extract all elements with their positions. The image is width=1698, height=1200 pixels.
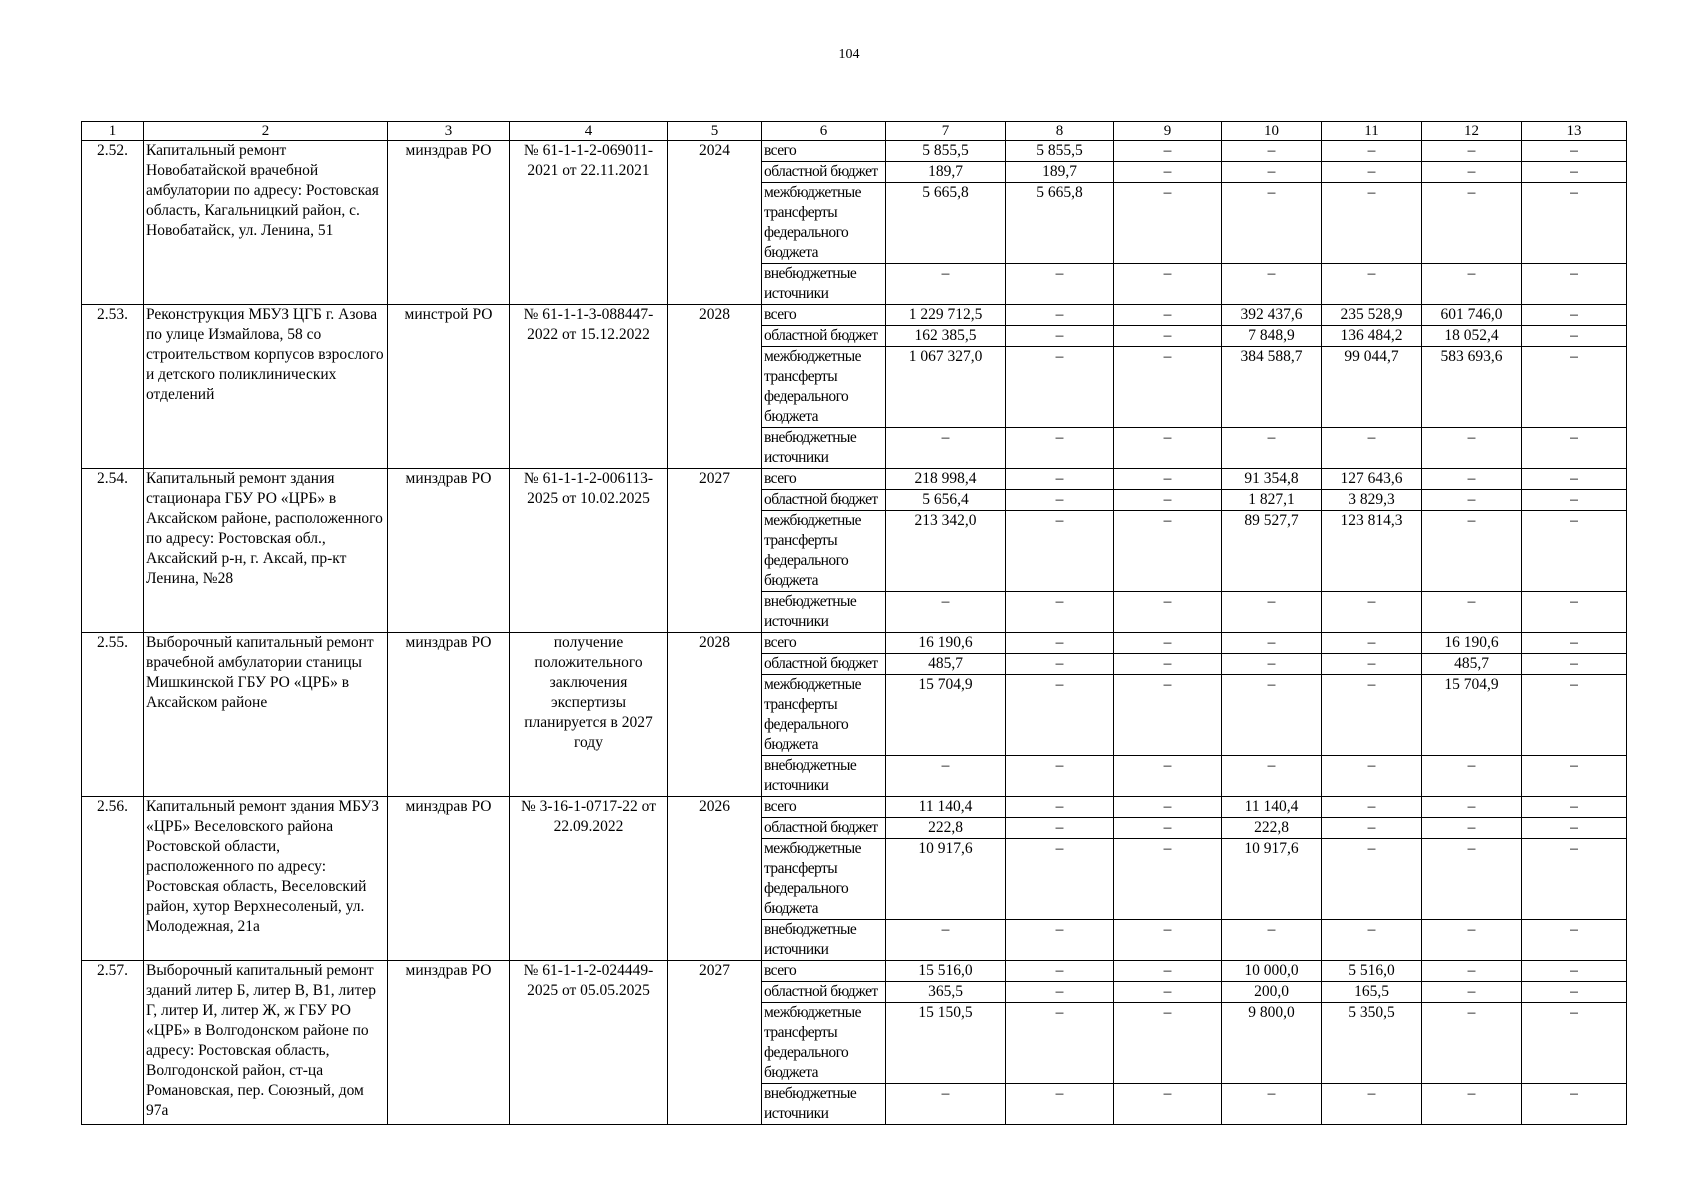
value-cell: 5 855,5 — [1006, 141, 1114, 162]
value-cell: – — [1114, 162, 1222, 183]
value-cell: – — [1522, 490, 1627, 511]
header-cell: 9 — [1114, 122, 1222, 141]
value-cell: 189,7 — [1006, 162, 1114, 183]
value-cell: – — [1006, 633, 1114, 654]
value-cell: – — [1522, 675, 1627, 756]
value-cell: 5 665,8 — [886, 183, 1006, 264]
value-cell: – — [1322, 592, 1422, 633]
value-cell: – — [1422, 264, 1522, 305]
value-cell: – — [1006, 920, 1114, 961]
value-cell: – — [1222, 654, 1322, 675]
value-cell: – — [1522, 920, 1627, 961]
value-cell: – — [1114, 654, 1222, 675]
item-document: № 61-1-1-2-006113-2025 от 10.02.2025 — [510, 469, 668, 633]
value-cell: – — [1114, 490, 1222, 511]
item-document: № 3-16-1-0717-22 от 22.09.2022 — [510, 797, 668, 961]
value-cell: 10 917,6 — [886, 839, 1006, 920]
table-row — [82, 797, 1627, 818]
value-cell: 162 385,5 — [886, 326, 1006, 347]
value-cell: – — [1222, 141, 1322, 162]
value-cell: – — [1114, 818, 1222, 839]
value-cell: – — [886, 592, 1006, 633]
value-cell: 9 800,0 — [1222, 1003, 1322, 1084]
value-cell: – — [1114, 1003, 1222, 1084]
value-cell: 213 342,0 — [886, 511, 1006, 592]
funding-category: областной бюджет — [762, 162, 886, 183]
value-cell: – — [1422, 183, 1522, 264]
value-cell: – — [1322, 633, 1422, 654]
value-cell: 136 484,2 — [1322, 326, 1422, 347]
funding-category: внебюджетные источники — [762, 264, 886, 305]
item-document: № 61-1-1-2-024449-2025 от 05.05.2025 — [510, 961, 668, 1125]
value-cell: 5 350,5 — [1322, 1003, 1422, 1084]
funding-category: областной бюджет — [762, 818, 886, 839]
item-number: 2.54. — [82, 469, 144, 633]
value-cell: – — [1322, 920, 1422, 961]
value-cell: – — [1422, 469, 1522, 490]
value-cell: – — [1522, 162, 1627, 183]
item-name: Выборочный капитальный ремонт зданий литер Б, литер В, В1, литер Г, литер И, литер Ж, ж ГБУ РО «ЦРБ» в Волгодонском районе по адресу: Ростовская область, Волгодонской район, ст-ца Романовская, пер. Союзный, дом 97а — [144, 961, 388, 1125]
value-cell: – — [1522, 305, 1627, 326]
item-executor: минздрав РО — [388, 633, 510, 797]
value-cell: – — [1006, 469, 1114, 490]
item-name: Капитальный ремонт здания стационара ГБУ РО «ЦРБ» в Аксайском районе, расположенного по адресу: Ростовская обл., Аксайский р-н, г. Аксай, пр-кт Ленина, №28 — [144, 469, 388, 633]
item-executor: минздрав РО — [388, 469, 510, 633]
value-cell: – — [1422, 428, 1522, 469]
funding-category: всего — [762, 797, 886, 818]
value-cell: 165,5 — [1322, 982, 1422, 1003]
item-year: 2024 — [668, 141, 762, 305]
value-cell: – — [886, 756, 1006, 797]
value-cell: – — [1322, 756, 1422, 797]
funding-category: межбюджетные трансферты федерального бюджета — [762, 675, 886, 756]
value-cell: – — [1522, 183, 1627, 264]
value-cell: – — [1114, 797, 1222, 818]
value-cell: – — [1006, 490, 1114, 511]
header-cell: 3 — [388, 122, 510, 141]
value-cell: 235 528,9 — [1322, 305, 1422, 326]
table-row — [82, 633, 1627, 654]
item-number: 2.57. — [82, 961, 144, 1125]
value-cell: 15 150,5 — [886, 1003, 1006, 1084]
funding-category: областной бюджет — [762, 490, 886, 511]
value-cell: – — [1522, 982, 1627, 1003]
value-cell: – — [1114, 428, 1222, 469]
item-number: 2.55. — [82, 633, 144, 797]
value-cell: 11 140,4 — [1222, 797, 1322, 818]
value-cell: 392 437,6 — [1222, 305, 1322, 326]
value-cell: – — [1322, 797, 1422, 818]
funding-category: всего — [762, 469, 886, 490]
value-cell: – — [1114, 511, 1222, 592]
value-cell: – — [1322, 183, 1422, 264]
item-name: Капитальный ремонт Новобатайской врачебной амбулатории по адресу: Ростовская область, Кагальницкий район, с. Новобатайск, ул. Ленина, 51 — [144, 141, 388, 305]
item-year: 2027 — [668, 961, 762, 1125]
value-cell: – — [1222, 633, 1322, 654]
funding-category: областной бюджет — [762, 982, 886, 1003]
value-cell: – — [1522, 818, 1627, 839]
value-cell: 222,8 — [886, 818, 1006, 839]
value-cell: 5 656,4 — [886, 490, 1006, 511]
item-year: 2028 — [668, 633, 762, 797]
value-cell: – — [1006, 326, 1114, 347]
value-cell: – — [1522, 1003, 1627, 1084]
value-cell: – — [1006, 592, 1114, 633]
funding-category: областной бюджет — [762, 326, 886, 347]
budget-table — [81, 121, 1627, 1125]
value-cell: – — [1114, 633, 1222, 654]
value-cell: 200,0 — [1222, 982, 1322, 1003]
table-row — [82, 305, 1627, 326]
funding-category: внебюджетные источники — [762, 920, 886, 961]
item-document: получение положительного заключения экспертизы планируется в 2027 году — [510, 633, 668, 797]
funding-category: межбюджетные трансферты федерального бюджета — [762, 839, 886, 920]
value-cell: – — [1522, 469, 1627, 490]
value-cell: – — [1006, 305, 1114, 326]
value-cell: – — [1522, 347, 1627, 428]
header-row — [82, 122, 1627, 141]
item-name: Выборочный капитальный ремонт врачебной амбулатории станицы Мишкинской ГБУ РО «ЦРБ» в Аксайском районе — [144, 633, 388, 797]
value-cell: – — [1006, 1084, 1114, 1125]
value-cell: – — [1114, 264, 1222, 305]
value-cell: – — [1322, 1084, 1422, 1125]
value-cell: – — [1006, 818, 1114, 839]
value-cell: – — [1222, 183, 1322, 264]
value-cell: – — [1006, 961, 1114, 982]
value-cell: – — [1222, 428, 1322, 469]
header-cell: 2 — [144, 122, 388, 141]
value-cell: – — [1322, 428, 1422, 469]
value-cell: – — [1114, 961, 1222, 982]
value-cell: – — [1114, 141, 1222, 162]
value-cell: – — [1222, 162, 1322, 183]
value-cell: 485,7 — [1422, 654, 1522, 675]
header-cell: 6 — [762, 122, 886, 141]
funding-category: всего — [762, 141, 886, 162]
funding-category: внебюджетные источники — [762, 1084, 886, 1125]
table-row — [82, 469, 1627, 490]
value-cell: – — [1522, 797, 1627, 818]
item-executor: минздрав РО — [388, 797, 510, 961]
value-cell: 485,7 — [886, 654, 1006, 675]
funding-category: всего — [762, 633, 886, 654]
value-cell: – — [1522, 633, 1627, 654]
value-cell: 15 516,0 — [886, 961, 1006, 982]
value-cell: 123 814,3 — [1322, 511, 1422, 592]
value-cell: – — [1114, 839, 1222, 920]
value-cell: – — [1422, 1084, 1522, 1125]
funding-category: межбюджетные трансферты федерального бюджета — [762, 347, 886, 428]
value-cell: – — [1006, 1003, 1114, 1084]
value-cell: – — [1114, 920, 1222, 961]
value-cell: – — [1522, 511, 1627, 592]
funding-category: межбюджетные трансферты федерального бюджета — [762, 183, 886, 264]
value-cell: – — [1422, 592, 1522, 633]
value-cell: – — [1006, 982, 1114, 1003]
value-cell: – — [1114, 675, 1222, 756]
value-cell: 15 704,9 — [886, 675, 1006, 756]
value-cell: 99 044,7 — [1322, 347, 1422, 428]
value-cell: 3 829,3 — [1322, 490, 1422, 511]
value-cell: – — [886, 264, 1006, 305]
value-cell: – — [1006, 654, 1114, 675]
value-cell: – — [1522, 141, 1627, 162]
item-executor: минздрав РО — [388, 961, 510, 1125]
value-cell: 127 643,6 — [1322, 469, 1422, 490]
value-cell: – — [1006, 675, 1114, 756]
item-number: 2.56. — [82, 797, 144, 961]
value-cell: – — [1006, 797, 1114, 818]
value-cell: – — [1522, 839, 1627, 920]
item-document: № 61-1-1-2-069011-2021 от 22.11.2021 — [510, 141, 668, 305]
value-cell: 1 229 712,5 — [886, 305, 1006, 326]
item-year: 2028 — [668, 305, 762, 469]
funding-category: межбюджетные трансферты федерального бюджета — [762, 511, 886, 592]
value-cell: 1 827,1 — [1222, 490, 1322, 511]
value-cell: – — [1422, 961, 1522, 982]
value-cell: – — [1322, 654, 1422, 675]
funding-category: внебюджетные источники — [762, 428, 886, 469]
value-cell: 218 998,4 — [886, 469, 1006, 490]
value-cell: – — [1006, 756, 1114, 797]
value-cell: – — [1006, 264, 1114, 305]
value-cell: – — [1222, 675, 1322, 756]
value-cell: – — [1522, 326, 1627, 347]
funding-category: внебюджетные источники — [762, 756, 886, 797]
value-cell: – — [1422, 982, 1522, 1003]
value-cell: – — [1006, 428, 1114, 469]
value-cell: – — [1114, 756, 1222, 797]
value-cell: 5 855,5 — [886, 141, 1006, 162]
value-cell: – — [1006, 347, 1114, 428]
value-cell: – — [1222, 264, 1322, 305]
value-cell: – — [1322, 141, 1422, 162]
value-cell: 5 516,0 — [1322, 961, 1422, 982]
item-executor: минстрой РО — [388, 305, 510, 469]
value-cell: – — [1222, 1084, 1322, 1125]
value-cell: 15 704,9 — [1422, 675, 1522, 756]
header-cell: 13 — [1522, 122, 1627, 141]
value-cell: – — [1114, 347, 1222, 428]
value-cell: 10 000,0 — [1222, 961, 1322, 982]
value-cell: – — [1322, 162, 1422, 183]
value-cell: – — [1322, 839, 1422, 920]
value-cell: 5 665,8 — [1006, 183, 1114, 264]
value-cell: – — [1114, 1084, 1222, 1125]
header-cell: 5 — [668, 122, 762, 141]
table-row — [82, 961, 1627, 982]
value-cell: – — [1422, 490, 1522, 511]
item-number: 2.52. — [82, 141, 144, 305]
value-cell: – — [1522, 961, 1627, 982]
value-cell: – — [1222, 592, 1322, 633]
value-cell: – — [1114, 592, 1222, 633]
value-cell: – — [1422, 818, 1522, 839]
value-cell: 16 190,6 — [886, 633, 1006, 654]
value-cell: – — [1422, 162, 1522, 183]
value-cell: 7 848,9 — [1222, 326, 1322, 347]
value-cell: 18 052,4 — [1422, 326, 1522, 347]
funding-category: всего — [762, 305, 886, 326]
value-cell: – — [1522, 428, 1627, 469]
value-cell: 11 140,4 — [886, 797, 1006, 818]
value-cell: 10 917,6 — [1222, 839, 1322, 920]
value-cell: 89 527,7 — [1222, 511, 1322, 592]
value-cell: – — [1006, 839, 1114, 920]
table-row — [82, 141, 1627, 162]
item-year: 2027 — [668, 469, 762, 633]
value-cell: – — [1522, 1084, 1627, 1125]
header-cell: 1 — [82, 122, 144, 141]
value-cell: – — [1114, 469, 1222, 490]
value-cell: 583 693,6 — [1422, 347, 1522, 428]
value-cell: 601 746,0 — [1422, 305, 1522, 326]
header-cell: 4 — [510, 122, 668, 141]
value-cell: 1 067 327,0 — [886, 347, 1006, 428]
value-cell: – — [1114, 326, 1222, 347]
value-cell: – — [1422, 511, 1522, 592]
value-cell: – — [1422, 797, 1522, 818]
header-cell: 11 — [1322, 122, 1422, 141]
value-cell: 91 354,8 — [1222, 469, 1322, 490]
funding-category: внебюджетные источники — [762, 592, 886, 633]
value-cell: – — [1006, 511, 1114, 592]
value-cell: – — [1522, 592, 1627, 633]
header-cell: 12 — [1422, 122, 1522, 141]
value-cell: – — [1222, 920, 1322, 961]
value-cell: – — [1114, 982, 1222, 1003]
value-cell: – — [1422, 1003, 1522, 1084]
header-cell: 10 — [1222, 122, 1322, 141]
value-cell: 365,5 — [886, 982, 1006, 1003]
header-cell: 8 — [1006, 122, 1114, 141]
item-number: 2.53. — [82, 305, 144, 469]
item-name: Капитальный ремонт здания МБУЗ «ЦРБ» Веселовского района Ростовской области, расположенного по адресу: Ростовская область, Веселовский район, хутор Верхнесоленый, ул. Молодежная, 21а — [144, 797, 388, 961]
value-cell: – — [1522, 264, 1627, 305]
funding-category: межбюджетные трансферты федерального бюджета — [762, 1003, 886, 1084]
value-cell: 384 588,7 — [1222, 347, 1322, 428]
funding-category: всего — [762, 961, 886, 982]
value-cell: – — [1522, 654, 1627, 675]
value-cell: 222,8 — [1222, 818, 1322, 839]
value-cell: – — [1222, 756, 1322, 797]
value-cell: – — [1322, 264, 1422, 305]
value-cell: – — [1422, 141, 1522, 162]
item-document: № 61-1-1-3-088447-2022 от 15.12.2022 — [510, 305, 668, 469]
value-cell: – — [1522, 756, 1627, 797]
value-cell: – — [886, 428, 1006, 469]
item-year: 2026 — [668, 797, 762, 961]
value-cell: – — [886, 920, 1006, 961]
value-cell: – — [886, 1084, 1006, 1125]
item-name: Реконструкция МБУЗ ЦГБ г. Азова по улице Измайлова, 58 со строительством корпусов взрослого и детского поликлинических отделений — [144, 305, 388, 469]
funding-category: областной бюджет — [762, 654, 886, 675]
value-cell: – — [1422, 756, 1522, 797]
value-cell: – — [1322, 675, 1422, 756]
value-cell: 16 190,6 — [1422, 633, 1522, 654]
value-cell: – — [1114, 305, 1222, 326]
value-cell: 189,7 — [886, 162, 1006, 183]
item-executor: минздрав РО — [388, 141, 510, 305]
value-cell: – — [1422, 839, 1522, 920]
value-cell: – — [1322, 818, 1422, 839]
value-cell: – — [1114, 183, 1222, 264]
header-cell: 7 — [886, 122, 1006, 141]
value-cell: – — [1422, 920, 1522, 961]
page-number: 104 — [838, 47, 860, 62]
